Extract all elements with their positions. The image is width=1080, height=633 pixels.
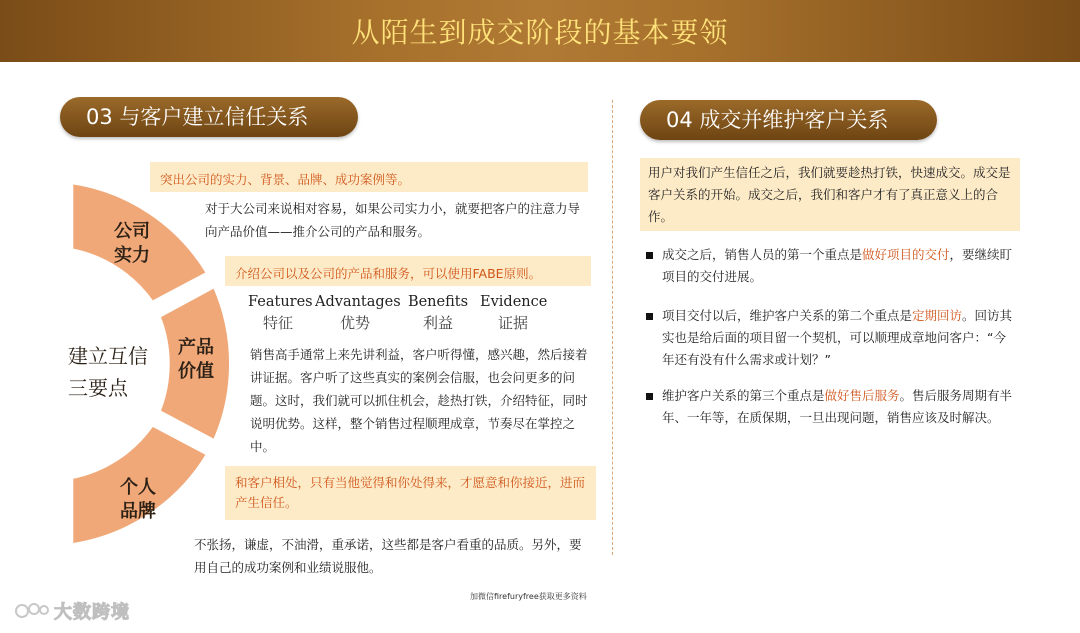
segment-label-company-line1: 公司	[114, 221, 150, 242]
center-label-line2: 三要点	[68, 376, 128, 400]
section-title-04: 04 成交并维护客户关系	[640, 100, 937, 140]
segment-label-product-line2: 价值	[178, 361, 214, 382]
segment-label-personal-line1: 个人	[120, 477, 156, 498]
bullet-delivery-pre: 成交之后，销售人员的第一个重点是	[662, 247, 863, 262]
fabe-evidence	[480, 294, 546, 333]
watermark-logo-icon	[14, 600, 50, 622]
bullet-delivery-post: ，要继续盯项目的交付进展。	[662, 247, 1013, 284]
bullet-revisit-post: 。回访其实也是给后面的项目留一个契机，可以顺理成章地问客户：“今年还有没有什么需求或计划？”	[662, 308, 1013, 367]
highlight-personal: 和客户相处，只有当他觉得和你处得来，才愿意和你接近，进而产生信任。	[225, 466, 596, 520]
page-title: 从陌生到成交阶段的基本要领	[351, 16, 729, 49]
segment-label-company-line2: 实力	[114, 245, 150, 266]
watermark-text: 大数跨境	[54, 602, 130, 623]
summary-box: 用户对我们产生信任之后，我们就要趁热打铁，快速成交。成交是客户关系的开始。成交之后，我们和客户才有了真正意义上的合作。	[640, 158, 1020, 231]
center-label	[68, 340, 163, 404]
fabe-advantages-zh: 优势	[339, 314, 370, 332]
bullet-revisit-text	[662, 305, 1018, 371]
bullet-after-sales-pre: 维护客户关系的第三个重点是	[662, 388, 825, 403]
fabe-advantages-en: Advantages	[315, 294, 401, 310]
paragraph-product: 销售高手通常上来先讲利益，客户听得懂，感兴趣，然后接着讲证据。客户听了这些真实的案例会信服，也会问更多的问题。这时，我们就可以抓住机会，趁热打铁，介绍特征，同时说明优势。这样，整个销售过程顺理成章，节奏尽在掌控之中。	[250, 347, 588, 454]
fabe-advantages	[315, 294, 401, 333]
bullet-delivery	[646, 244, 1018, 288]
bullet-square-icon	[646, 252, 653, 259]
paragraph-personal: 不张扬，谦虚，不油滑，重承诺，这些都是客户看重的品质。另外，要用自己的成功案例和业绩说服他。	[194, 537, 582, 575]
bullet-after-sales-highlight: 做好售后服务	[824, 388, 900, 403]
segment-label-personal	[110, 476, 166, 524]
highlight-company: 突出公司的实力、背景、品牌、成功案例等。	[150, 162, 588, 192]
bullet-revisit-pre: 项目交付以后，维护客户关系的第二个重点是	[662, 308, 913, 323]
segment-label-personal-line2: 品牌	[120, 501, 156, 522]
fabe-benefits	[405, 294, 471, 333]
bullet-revisit	[646, 305, 1018, 371]
fabe-benefits-en: Benefits	[407, 294, 469, 310]
section-title-03: 03 与客户建立信任关系	[60, 97, 358, 137]
fabe-features-zh: 特征	[262, 314, 293, 332]
fabe-benefits-zh: 利益	[422, 314, 453, 332]
bullet-delivery-text	[662, 244, 1018, 288]
bullet-delivery-highlight: 做好项目的交付	[862, 247, 950, 262]
segment-label-company	[104, 220, 160, 268]
bullet-revisit-highlight: 定期回访	[912, 308, 963, 323]
paragraph-company: 对于大公司来说相对容易，如果公司实力小，就要把客户的注意力导向产品价值——推介公司的产品和服务。	[205, 201, 581, 239]
fabe-evidence-en: Evidence	[480, 294, 548, 310]
center-label-line1: 建立互信	[68, 344, 148, 368]
bullet-after-sales-post: 。售后服务周期有半年、一年等，在质保期，一旦出现问题，销售应该及时解决。	[662, 388, 1013, 425]
segment-label-product	[168, 336, 224, 384]
fabe-features	[248, 294, 313, 333]
bullet-square-icon	[646, 313, 653, 320]
header-bar	[0, 0, 1080, 62]
section-divider	[612, 100, 613, 555]
bullet-after-sales	[646, 385, 1018, 429]
highlight-product: 介绍公司以及公司的产品和服务，可以使用FABE原则。	[225, 256, 591, 286]
segment-label-product-line1: 产品	[178, 337, 214, 358]
footer-note: 加微信firefuryfree获取更多资料	[470, 592, 587, 601]
bullet-after-sales-text	[662, 385, 1018, 429]
fabe-evidence-zh: 证据	[497, 314, 528, 332]
bullet-square-icon	[646, 393, 653, 400]
fabe-features-en: Features	[248, 294, 313, 310]
